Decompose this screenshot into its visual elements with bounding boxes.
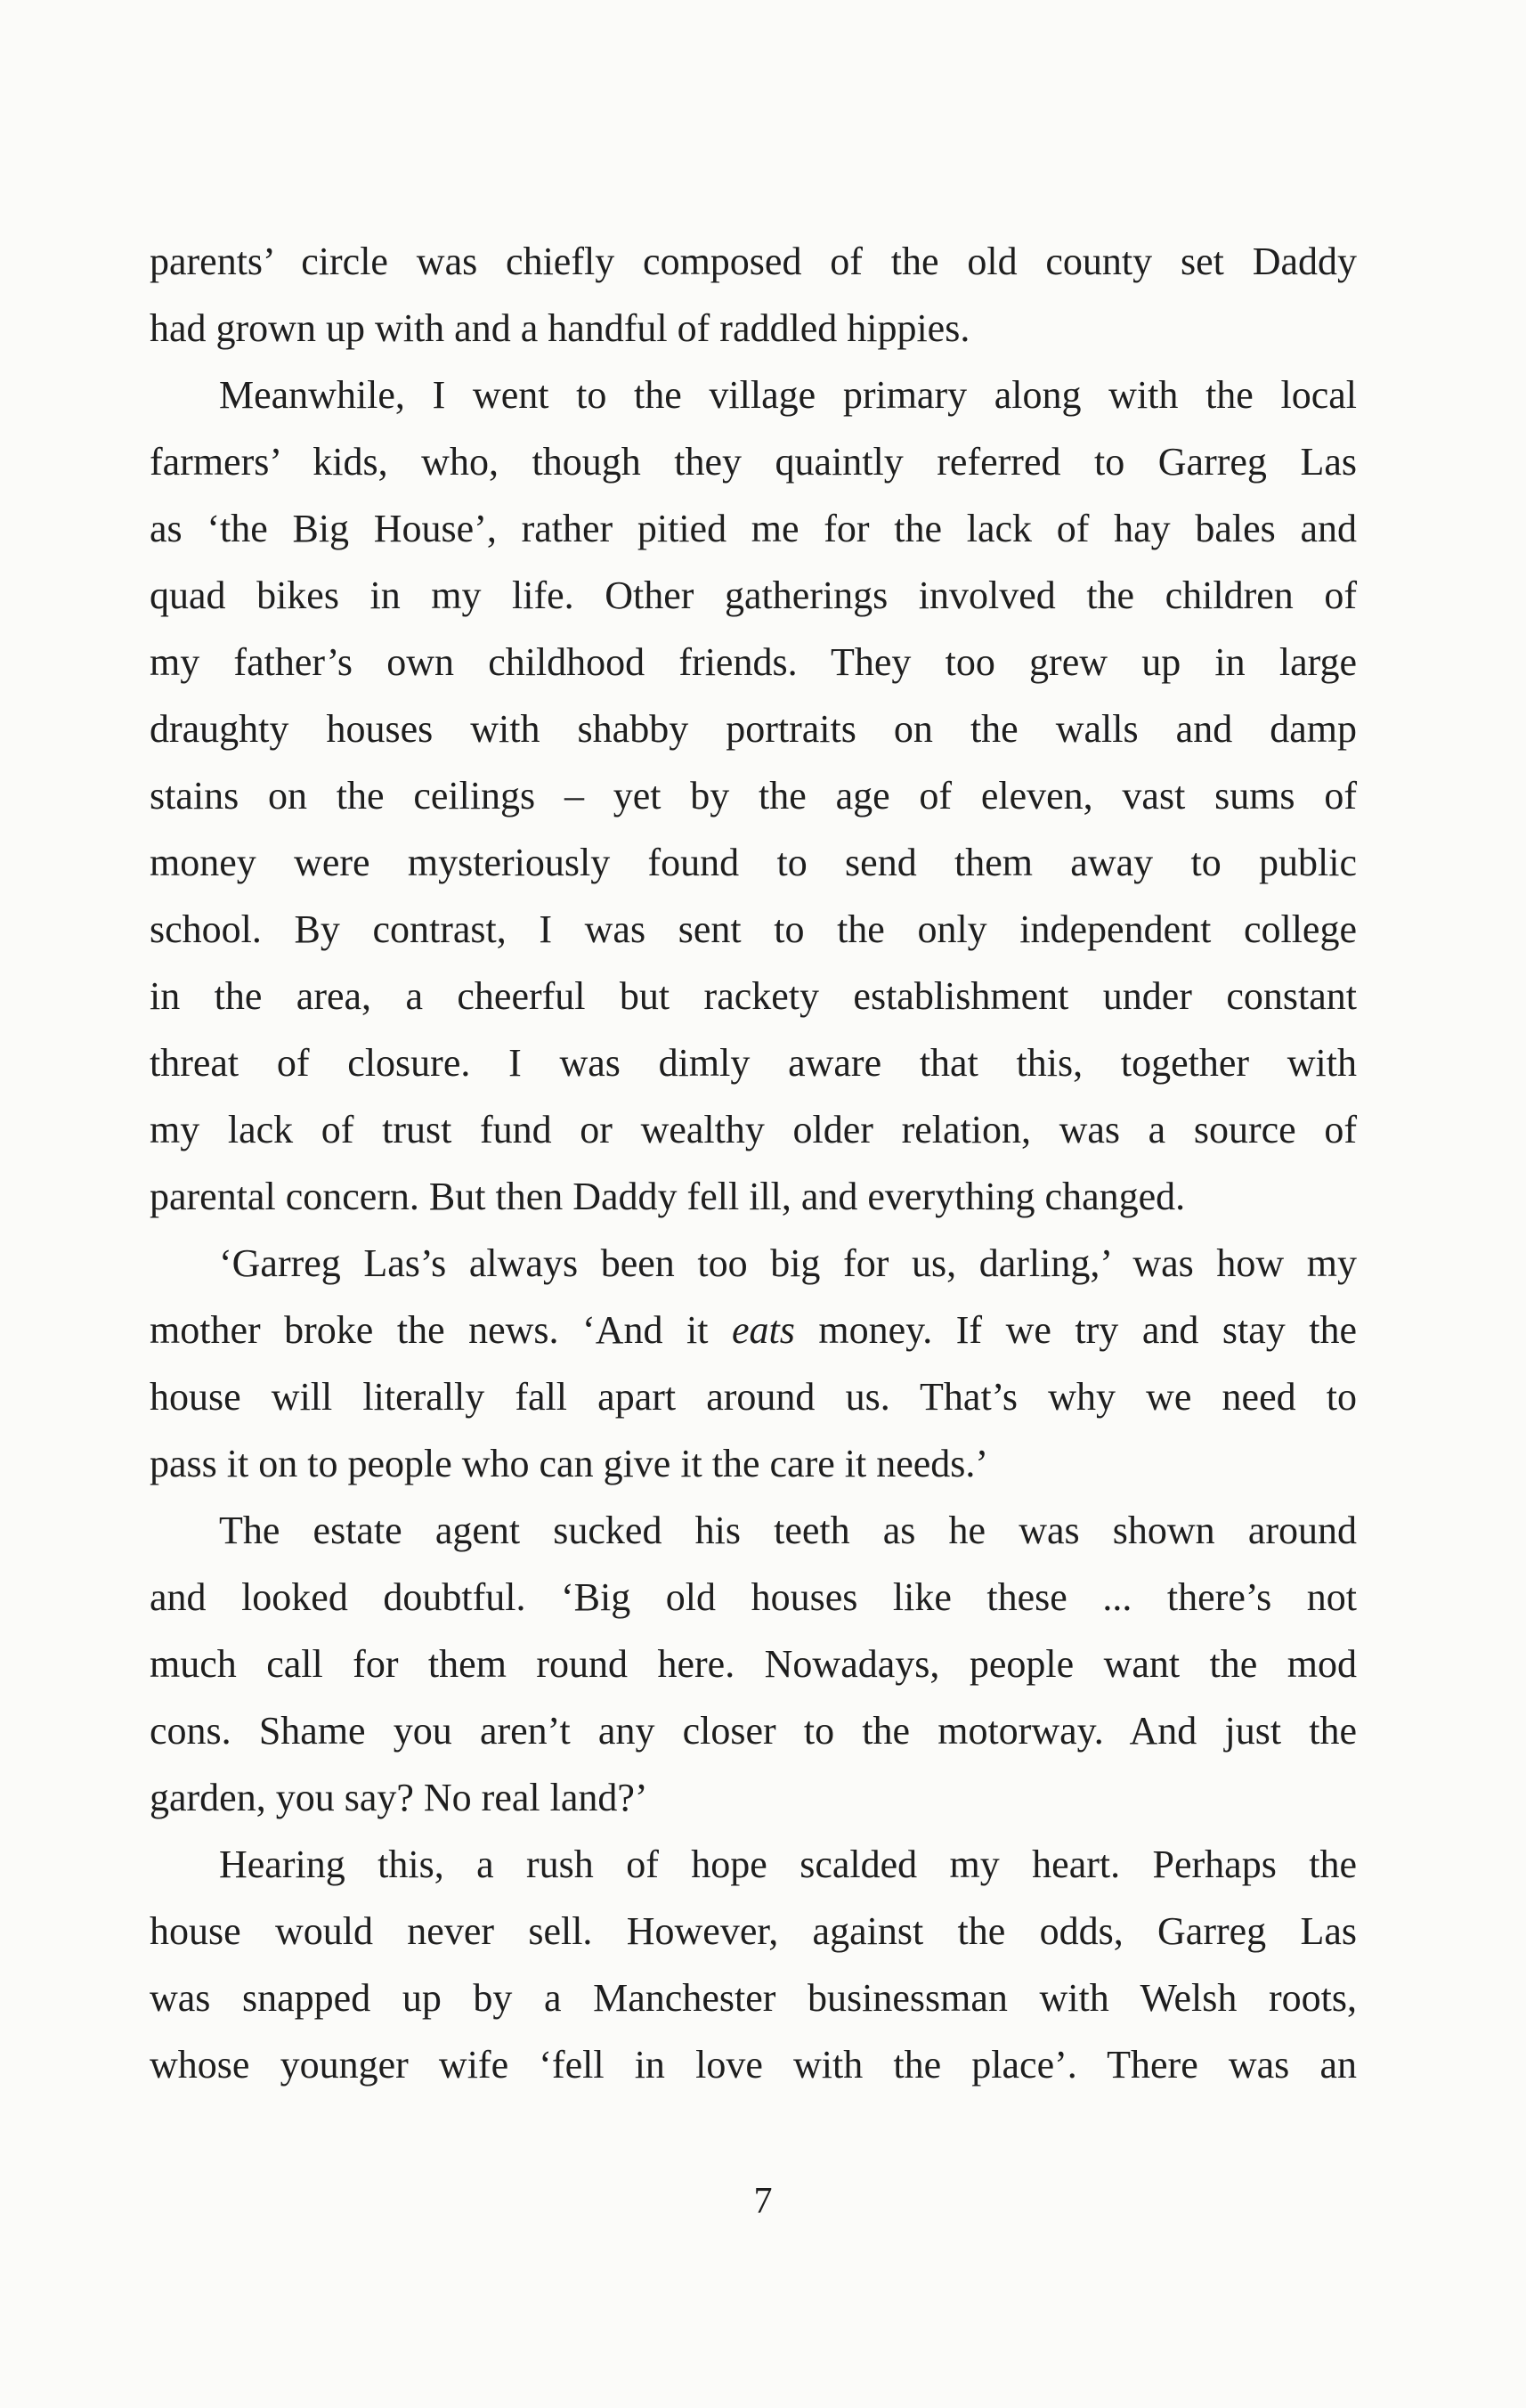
text-line: house would never sell. However, against the odds, Garreg Las [150, 1909, 1357, 1953]
text-line: pass it on to people who can give it the care it needs.’ [150, 1442, 989, 1485]
text-line: garden, you say? No real land?’ [150, 1776, 648, 1819]
page-number: 7 [753, 2181, 773, 2222]
body-text [150, 228, 1357, 2098]
text-line: stains on the ceilings – yet by the age of eleven, vast sums of [150, 774, 1357, 818]
text-line: farmers’ kids, who, though they quaintly referred to Garreg Las [150, 440, 1357, 484]
text-line: threat of closure. I was dimly aware that this, together with [150, 1041, 1357, 1085]
text-line: much call for them round here. Nowadays, people want the mod [150, 1642, 1357, 1686]
text-line: draughty houses with shabby portraits on the walls and damp [150, 707, 1357, 751]
text-line: my lack of trust fund or wealthy older relation, was a source of [150, 1108, 1357, 1151]
text-line: money were mysteriously found to send them away to public [150, 841, 1357, 884]
text-line: house will literally fall apart around us. That’s why we need to [150, 1375, 1357, 1419]
text-line: had grown up with and a handful of raddled hippies. [150, 306, 970, 350]
text-line: Meanwhile, I went to the village primary along with the local [219, 373, 1357, 417]
text-line: parental concern. But then Daddy fell ill, and everything changed. [150, 1175, 1186, 1218]
text-line: school. By contrast, I was sent to the only independent college [150, 907, 1357, 951]
text-line: cons. Shame you aren’t any closer to the motorway. And just the [150, 1709, 1357, 1753]
text-line: as ‘the Big House’, rather pitied me for the lack of hay bales and [150, 507, 1357, 550]
text-line: The estate agent sucked his teeth as he was shown around [219, 1509, 1357, 1552]
text-line: and looked doubtful. ‘Big old houses like these ... there’s not [150, 1575, 1357, 1619]
text-line: my father’s own childhood friends. They too grew up in large [150, 640, 1357, 684]
text-line: in the area, a cheerful but rackety establishment under constant [150, 974, 1357, 1018]
text-line: mother broke the news. ‘And it eats money. If we try and stay the [150, 1308, 1358, 1352]
text-line: parents’ circle was chiefly composed of the old county set Daddy [150, 240, 1357, 283]
text-line: whose younger wife ‘fell in love with the place’. There was an [150, 2043, 1357, 2087]
text-line: Hearing this, a rush of hope scalded my heart. Perhaps the [219, 1843, 1357, 1886]
text-line: quad bikes in my life. Other gatherings involved the children of [150, 574, 1357, 617]
text-line: was snapped up by a Manchester businessman with Welsh roots, [150, 1976, 1357, 2020]
text-line: ‘Garreg Las’s always been too big for us, darling,’ was how my [219, 1241, 1357, 1285]
